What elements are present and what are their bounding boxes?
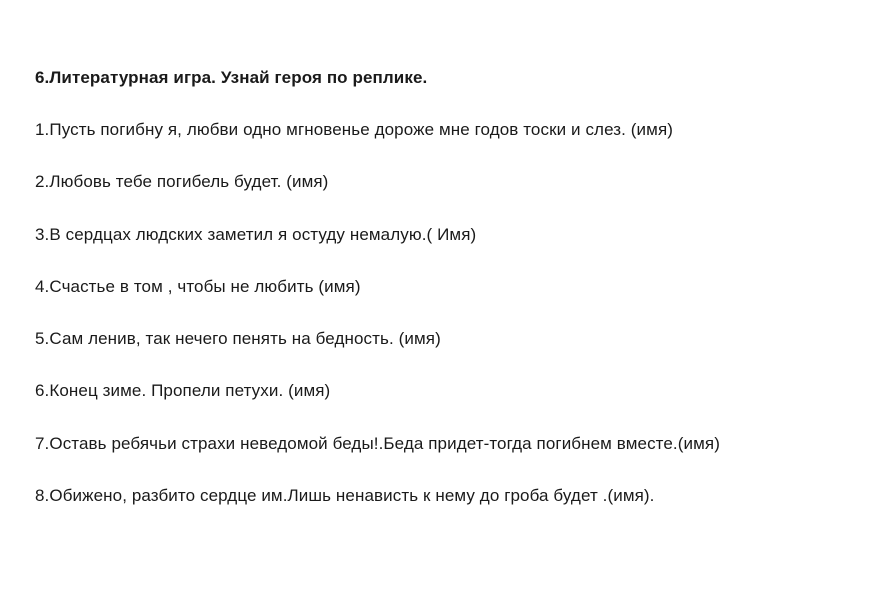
question-8: 8.Обижено, разбито сердце им.Лишь ненависть к нему до гроба будет .(имя). [35, 486, 655, 505]
question-3: 3.В сердцах людских заметил я остуду немалую.( Имя) [35, 225, 477, 244]
question-7: 7.Оставь ребячьи страхи неведомой беды!.Беда придет-тогда погибнем вместе.(имя) [35, 434, 720, 453]
question-2: 2.Любовь тебе погибель будет. (имя) [35, 172, 329, 191]
question-4: 4.Счастье в том , чтобы не любить (имя) [35, 277, 361, 296]
question-6: 6.Конец зиме. Пропели петухи. (имя) [35, 381, 331, 400]
question-5: 5.Сам ленив, так нечего пенять на бедность. (имя) [35, 329, 441, 348]
task-title: 6.Литературная игра. Узнай героя по реплике. [35, 68, 428, 87]
question-1: 1.Пусть погибну я, любви одно мгновенье дороже мне годов тоски и слез. (имя) [35, 120, 674, 139]
